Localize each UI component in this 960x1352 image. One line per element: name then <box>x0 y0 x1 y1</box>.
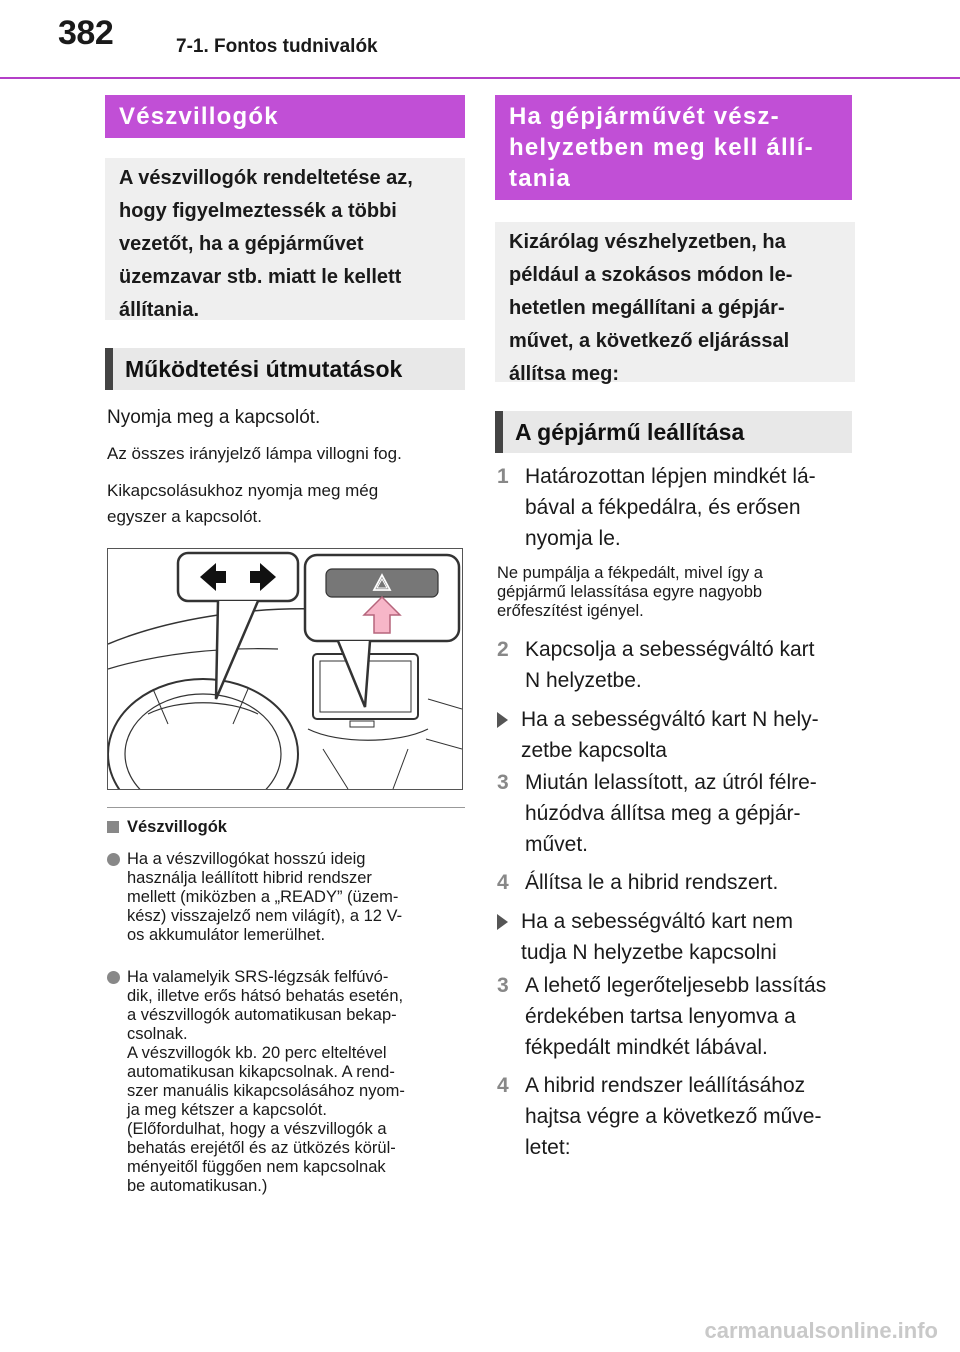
step-3b: 3 A lehető legerőteljesebb lassítás érdekében tartsa lenyomva a fékpedált mindkét lábával. <box>497 970 857 1063</box>
step-number: 4 <box>497 1074 509 1097</box>
intro-line: A vészvillogók rendeltetése az, <box>119 167 413 189</box>
left-section-title: Vészvillogók <box>105 95 465 138</box>
intro-line: művet, a következő eljárással <box>509 330 790 352</box>
para-press-switch: Nyomja meg a kapcsolót. <box>107 407 321 428</box>
step-1: 1 Határozottan lépjen mindkét lá- bával a fékpedálra, és erősen nyomja le. <box>497 461 857 554</box>
step-number: 3 <box>497 974 509 997</box>
para-all-signals: Az összes irányjelző lámpa villogni fog. <box>107 444 402 463</box>
triangle-bullet-icon <box>497 712 508 728</box>
intro-line: vezetőt, ha a gépjárművet <box>119 233 364 255</box>
case-n-engaged: Ha a sebességváltó kart N hely- zetbe kapcsolta <box>497 704 857 766</box>
triangle-bullet-icon <box>497 914 508 930</box>
intro-line: üzemzavar stb. miatt le kellett <box>119 266 402 288</box>
step-4b: 4 A hibrid rendszer leállításához hajtsa végre a következő műve- letet: <box>497 1070 857 1163</box>
right-section-title: Ha gépjárművét vész- helyzetben meg kell állí- tania <box>495 95 852 200</box>
left-intro-box <box>105 158 465 320</box>
note-divider <box>107 807 465 808</box>
intro-line: állítania. <box>119 299 200 321</box>
case-n-not-engaged: Ha a sebességváltó kart nem tudja N helyzetbe kapcsolni <box>497 906 857 968</box>
note-item-battery: Ha a vészvillogókat hosszú ideig használja leállított hibrid rendszer mellett (miközben a „READY” (üzem- kész) visszajelző nem világít), a 12 V- os akkumulátor lemerülhet. <box>107 850 467 945</box>
right-intro-box <box>495 222 855 385</box>
step-number: 2 <box>497 638 509 661</box>
section-title: 7-1. Fontos tudnivalók <box>176 36 378 57</box>
round-bullet-icon <box>107 971 120 984</box>
header-divider <box>0 77 960 79</box>
step-3a: 3 Miután lelassított, az útról félre- húzódva állítsa meg a gépjár- művet. <box>497 767 857 860</box>
note-heading: Vészvillogók <box>107 818 467 837</box>
page-number: 382 <box>58 14 114 52</box>
step-1-note: Ne pumpálja a fékpedált, mivel így a gépjármű lelassítása egyre nagyobb erőfeszítést igényel. <box>497 564 763 620</box>
intro-line: hetetlen megállítani a gépjár- <box>509 297 785 319</box>
square-bullet-icon <box>107 821 119 833</box>
step-number: 4 <box>497 871 509 894</box>
round-bullet-icon <box>107 853 120 866</box>
left-subtitle: Működtetési útmutatások <box>105 348 465 390</box>
step-number: 3 <box>497 771 509 794</box>
note-item-airbag: Ha valamelyik SRS-légzsák felfúvó- dik, illetve erős hátsó behatás esetén, a vészvillogók automatikusan bekap- csolnak. A vészvillogók kb. 20 perc elteltével automatikusan kikapcsolnak. A rend- szer manuális kikapcsolásához nyom- ja meg kétszer a kapcsolót. (Előfordulhat, hogy a vészvillogók a behatás erejétől és az ütközés körül- ményeitől függően nem kapcsolnak be automatikusan.) <box>107 968 467 1196</box>
intro-line: állítsa meg: <box>509 363 620 385</box>
watermark: carmanualsonline.info <box>704 1318 938 1343</box>
step-2: 2 Kapcsolja a sebességváltó kart N helyzetbe. <box>497 634 857 696</box>
intro-line: Kizárólag vészhelyzetben, ha <box>509 231 786 253</box>
dashboard-drawing <box>108 549 462 789</box>
intro-line: hogy figyelmeztessék a többi <box>119 200 397 222</box>
step-number: 1 <box>497 465 509 488</box>
step-4a: 4 Állítsa le a hibrid rendszert. <box>497 867 857 898</box>
right-subtitle: A gépjármű leállítása <box>495 411 852 453</box>
dashboard-illustration <box>107 548 463 790</box>
intro-line: például a szokásos módon le- <box>509 264 793 286</box>
para-turn-off: Kikapcsolásukhoz nyomja meg még egyszer a kapcsolót. <box>107 481 379 526</box>
